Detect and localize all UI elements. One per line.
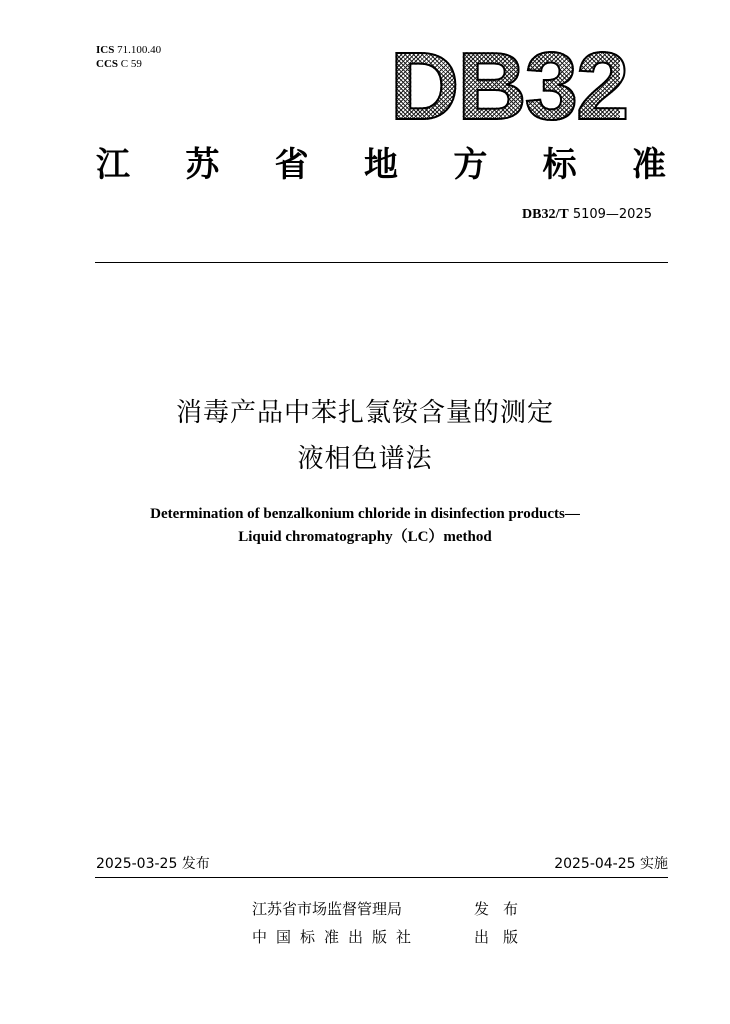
title-cn-line2: 液相色谱法 xyxy=(297,444,433,474)
ccs-label: CCS xyxy=(96,58,119,70)
publisher-role: 发布 xyxy=(474,900,533,918)
issue-date: 2025-03-25 发布 xyxy=(96,856,210,872)
standard-type-char: 方 xyxy=(453,145,488,185)
publisher-row xyxy=(252,898,532,920)
standard-type-char: 准 xyxy=(631,145,666,185)
standard-type-char: 标 xyxy=(542,145,577,185)
bottom-divider xyxy=(95,877,668,878)
classification-codes xyxy=(96,43,161,71)
title-en-line2: Liquid chromatography（LC）method xyxy=(238,529,492,545)
title-en-line1: Determination of benzalkonium chloride in disinfection products— xyxy=(150,506,580,522)
top-divider xyxy=(95,262,668,263)
ccs-value: C 59 xyxy=(120,58,142,70)
standard-type-char: 江 xyxy=(96,145,130,185)
press-row xyxy=(252,926,532,948)
standard-number-value: 5109—2025 xyxy=(572,207,652,222)
ics-code xyxy=(96,43,161,57)
press-org: 中国标准出版社 xyxy=(252,928,421,946)
implement-date: 2025-04-25 实施 xyxy=(554,856,668,872)
standard-number-prefix: DB32/T xyxy=(522,207,569,222)
standard-type-char: 省 xyxy=(274,145,309,185)
standard-type-char: 地 xyxy=(363,145,398,185)
standard-number xyxy=(522,206,652,224)
press-role: 出版 xyxy=(474,928,533,946)
title-cn-line1: 消毒产品中苯扎氯铵含量的测定 xyxy=(175,398,554,428)
standard-type-char: 苏 xyxy=(185,145,220,185)
ccs-code xyxy=(96,57,161,71)
standard-type-title xyxy=(96,140,666,190)
db32-logo: DB32 xyxy=(390,33,628,140)
ics-label: ICS xyxy=(96,44,115,56)
publisher-org: 江苏省市场监督管理局 xyxy=(252,900,403,918)
ics-value: 71.100.40 xyxy=(117,44,162,56)
